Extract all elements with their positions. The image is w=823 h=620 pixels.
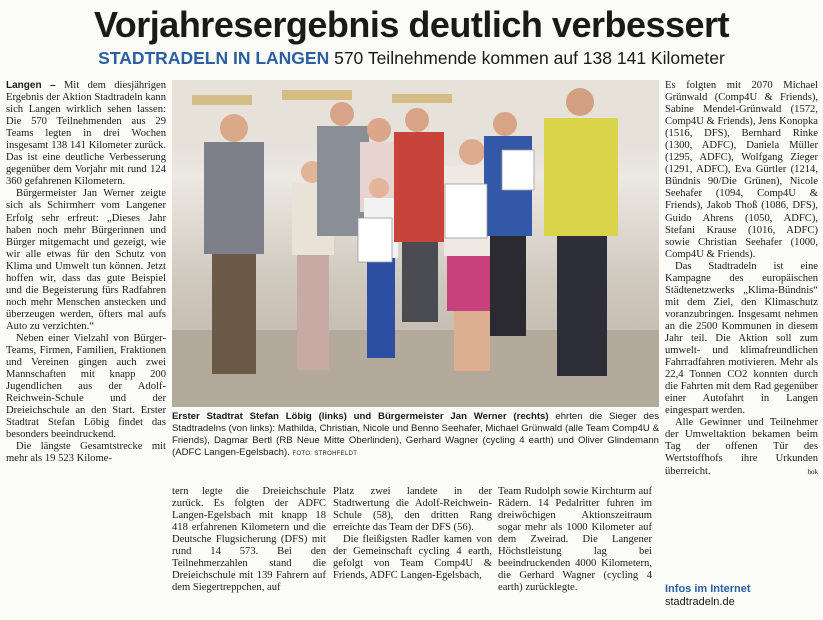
photo-caption (172, 411, 659, 460)
paragraph-intro: Mit dem diesjährigen Ergebnis der Aktion Stadtradeln kann sich Langen wirklich sehen lassen: Die 570 Teilnehmenden aus 29 Teams legten in drei Wochen insgesamt 138 141 Kilometer zurück. Das ist eine deutliche Verbesserung gegenüber dem Vorjahr mit rund 124 360 gefahrenen Kilometern. (6, 80, 166, 188)
caption-text: ehrten die Sieger des Stadtradelns (von links): Mathilda, Christian, Nicole und Benno Seehafer, Michael Grünwald (alle Team Comp4U & Friends), Dagmar Bertl (RB Neue Mitte Oberlinden), Gerhard Wagner (cycling 4 earth) und Oliver Glindemann (ADFC Langen-Egelsbach). (172, 411, 659, 459)
article-column-5 (665, 80, 818, 478)
article-column-2 (172, 486, 326, 594)
photo-credit: FOTO: STROHFELDT (292, 451, 358, 458)
paragraph-awards (665, 417, 818, 477)
article-column-3 (333, 486, 492, 582)
info-title: Infos im Internet (665, 583, 751, 595)
author-tag: hok (807, 467, 818, 476)
paragraph-campaign: Das Stadtradeln ist eine Kampagne des europäischen Städtenetzwerks „Klima-Bündnis“ mit dem Ziel, den Klimaschutz voranzubringen. Insgesamt nehmen an die 2500 Kommunen in diesem Jahr teil. Die Aktion soll zum umwelt- und klimafreundlichen Fahrradfahren motivieren. Mehr als 22,4 Tonnen CO2 konnten durch die Fahrten mit dem Rad gegenüber einer Autofahrt in Langen eingespart werden. (665, 260, 818, 417)
info-box (665, 583, 751, 609)
paragraph-highscore: Team Rudolph sowie Kirchturm auf Rädern. 14 Pedalritter fuhren im dreiwöchigen Aktionszeitraum sogar mehr als 1000 Kilometer auf dem Zweirad. Die Langener Höchstleistung lag bei beeindruckenden 4000 Kilometern, die Gerhard Wagner (cycling 4 earth) zurücklegte. (498, 486, 652, 594)
caption-bold: Erster Stadtrat Stefan Löbig (links) und Bürgermeister Jan Werner (rechts) (172, 411, 549, 422)
paragraph-ranking: tern legte die Dreieichschule zurück. Es folgten der ADFC Langen-Egelsbach mit knapp 18 418 erfahrenen Kilometern und die Deutsche Flugsicherung (DFS) mit rund 14 573. Bei den Teilnehmerzahlen stand die Dreieichschule mit 139 Fahrern auf dem Siegertreppchen, auf (172, 486, 326, 594)
paragraph-followers: Es folgten mit 2070 Michael Grünwald (Comp4U & Friends), Sabine Mendel-Grünwald (1572, Comp4U & Friends), Jens Konopka (1516, DFS), Bernhard Rinke (1300, ADFC), Daniela Müller (1295, ADFC), Wolfgang Zieger (1291, ADFC), Eva Gürtler (1214, Bündnis 90/Die Grünen), Nicole Seehafer (1094, Comp4U & Friends), Jakob Thoß (1086, DFS), Guido Ahrens (1050, ADFC), Stefani Krause (1016, ADFC) sowie Christian Seehafer (1000, Comp4U & Friends). (665, 80, 818, 260)
photo-illustration (172, 80, 659, 407)
info-link[interactable]: stadtradeln.de (665, 596, 735, 608)
headline: Vorjahresergebnis deutlich verbessert (93, 4, 730, 45)
subtitle-text: 570 Teilnehmende kommen auf 138 141 Kilometer (329, 48, 725, 68)
paragraph-distance: Die längste Gesamtstrecke mit mehr als 19 523 Kilome- (6, 441, 166, 465)
dateline: Langen – (6, 80, 56, 91)
paragraph-teams: Neben einer Vielzahl von Bürger-Teams, Firmen, Familien, Fraktionen und Vereinen gingen auch zwei Mannschaften mit knapp 200 Jugendlichen aus der Adolf-Reichwein-Schule und der Dreieichschule an den Start. Erster Stadtrat Stefan Löbig findet das besonders beeindruckend. (6, 332, 166, 441)
subtitle (0, 46, 823, 70)
group-photo (172, 80, 659, 407)
paragraph-quote: Bürgermeister Jan Werner zeigte sich als Schirmherr vom Langener Erfolg sehr erfreut: „Dieses Jahr haben noch mehr Bürgerinnen und Bürger mitgemacht und gezeigt, wie wir alle etwas für den Schutz von Klima und Umwelt tun können. Jetzt hoffen wir, dass das gute Beispiel und die Begeisterung fürs Radfahren noch mehr Menschen anstecken und überzeugen werden, öfters mal aufs Auto zu verzichten.“ (6, 188, 166, 332)
subtitle-kicker: STADTRADELN IN LANGEN (98, 48, 330, 68)
paragraph-riders: Die fleißigsten Radler kamen von der Gemeinschaft cycling 4 earth, gefolgt von Team Comp4U & Friends, ADFC Langen-Egelsbach, (333, 534, 492, 582)
article-column-1 (6, 80, 166, 466)
awards-text: Alle Gewinner und Teilnehmer der Umweltaktion bekamen beim Tag der offenen Tür des Wertstoffhofs ihre Urkunden überreicht. (665, 417, 818, 477)
paragraph-placement: Platz zwei landete in der Stadtwertung die Adolf-Reichwein-Schule (58), den dritten Rang erreichte das Team der DFS (56). (333, 486, 492, 534)
article-column-4 (498, 486, 652, 594)
